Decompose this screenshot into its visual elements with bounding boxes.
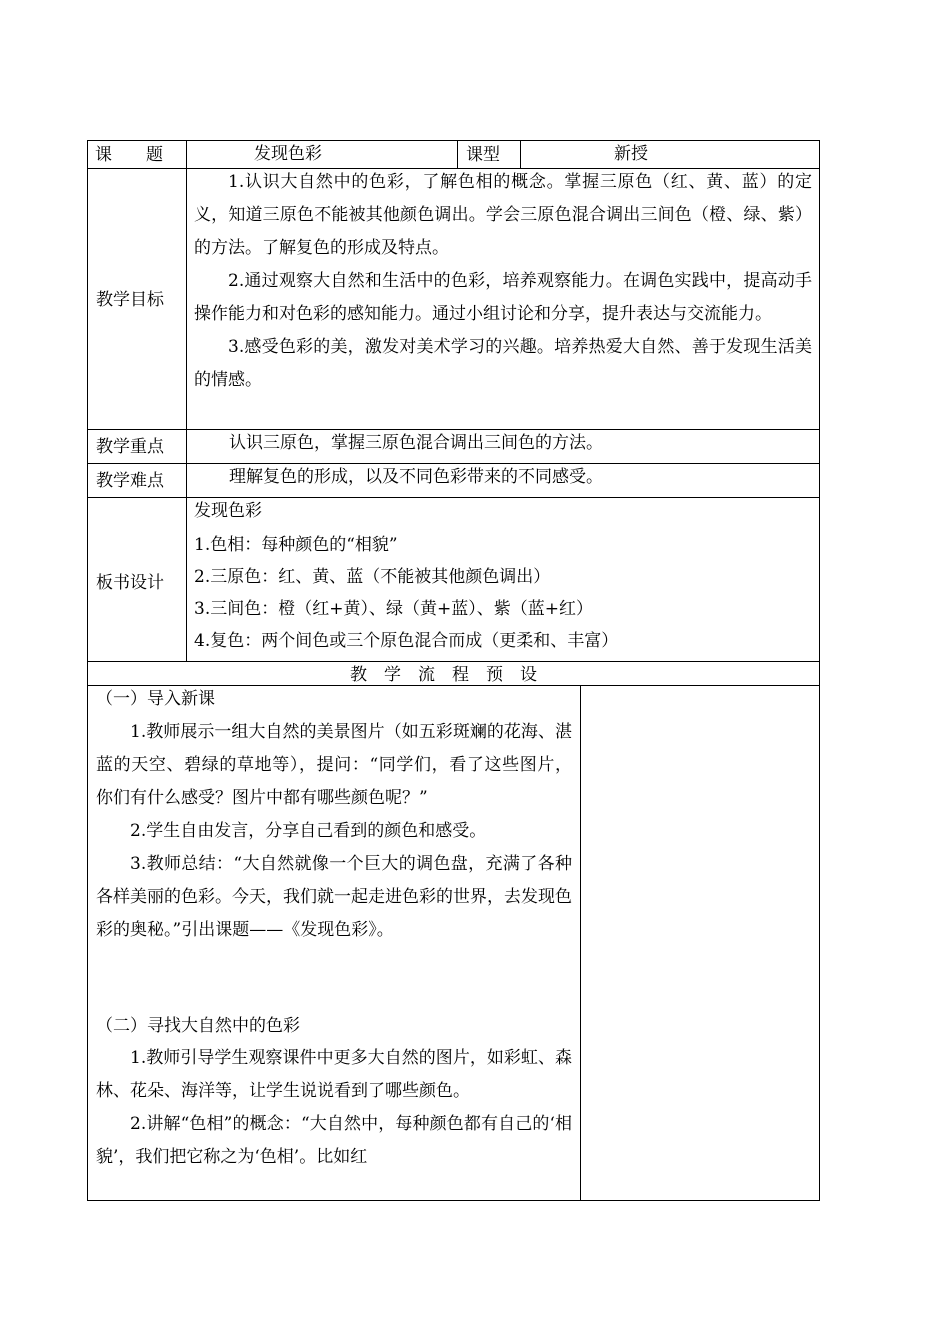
section1-para-3: 3.教师总结：“大自然就像一个巨大的调色盘，充满了各种各样美丽的色彩。今天，我们就一起走进色彩的世界，去发现色彩的奥秘。”引出课题——《发现色彩》。: [96, 854, 572, 940]
type-value: 新授: [614, 144, 648, 164]
board-line-2: 2.三原色：红、黄、蓝（不能被其他颜色调出）: [194, 567, 551, 587]
board-line-3: 3.三间色：橙（红+黄）、绿（黄+蓝）、紫（蓝+红）: [194, 599, 593, 619]
section2-title: （二）寻找大自然中的色彩: [96, 1016, 300, 1036]
keypoint-label: 教学重点: [96, 437, 164, 457]
objectives-content: [194, 166, 812, 397]
board-line-title: 发现色彩: [194, 501, 262, 521]
keypoint-value: 认识三原色，掌握三原色混合调出三间色的方法。: [229, 433, 603, 453]
difficulty-label: 教学难点: [96, 471, 164, 491]
objectives-label: 教学目标: [96, 290, 164, 310]
topic-value: 发现色彩: [254, 144, 322, 164]
row-divider-objectives: [87, 429, 820, 430]
row-divider-difficulty: [87, 497, 820, 498]
section1-title: （一）导入新课: [96, 689, 215, 709]
section2-content: [96, 1042, 572, 1200]
row-divider-flow-title: [87, 685, 820, 686]
flow-title: 教 学 流 程 预 设: [350, 665, 537, 685]
section1-content: [96, 716, 572, 947]
col-divider-label: [186, 140, 187, 661]
type-label: 课型: [466, 145, 500, 165]
section2-para-2: 2.讲解“色相”的概念：“大自然中，每种颜色都有自己的‘相貌’，我们把它称之为‘色相’。比如红: [96, 1114, 572, 1167]
board-label: 板书设计: [96, 573, 164, 593]
col-divider-type-right: [520, 140, 521, 168]
topic-label: 课 题: [95, 145, 163, 165]
row-divider-keypoint: [87, 463, 820, 464]
difficulty-value: 理解复色的形成，以及不同色彩带来的不同感受。: [229, 467, 603, 487]
row-divider-board: [87, 661, 820, 662]
objective-2: 2.通过观察大自然和生活中的色彩，培养观察能力。在调色实践中，提高动手操作能力和对色彩的感知能力。通过小组讨论和分享，提升表达与交流能力。: [194, 271, 812, 324]
section1-para-2: 2.学生自由发言，分享自己看到的颜色和感受。: [130, 821, 487, 841]
section2-para-1: 1.教师引导学生观察课件中更多大自然的图片，如彩虹、森林、花朵、海洋等，让学生说说看到了哪些颜色。: [96, 1048, 572, 1101]
col-divider-flow: [580, 685, 581, 1201]
objective-3: 3.感受色彩的美，激发对美术学习的兴趣。培养热爱大自然、善于发现生活美的情感。: [194, 337, 812, 390]
board-line-4: 4.复色：两个间色或三个原色混合而成（更柔和、丰富）: [194, 631, 619, 651]
board-line-1: 1.色相：每种颜色的“相貌”: [194, 535, 398, 555]
objective-1: 1.认识大自然中的色彩，了解色相的概念。掌握三原色（红、黄、蓝）的定义，知道三原色不能被其他颜色调出。学会三原色混合调出三间色（橙、绿、紫）的方法。了解复色的形成及特点。: [194, 172, 812, 258]
col-divider-type-left: [457, 140, 458, 168]
section1-para-1: 1.教师展示一组大自然的美景图片（如五彩斑斓的花海、湛蓝的天空、碧绿的草地等），提问：“同学们，看了这些图片，你们有什么感受？图片中都有哪些颜色呢？”: [96, 722, 572, 808]
